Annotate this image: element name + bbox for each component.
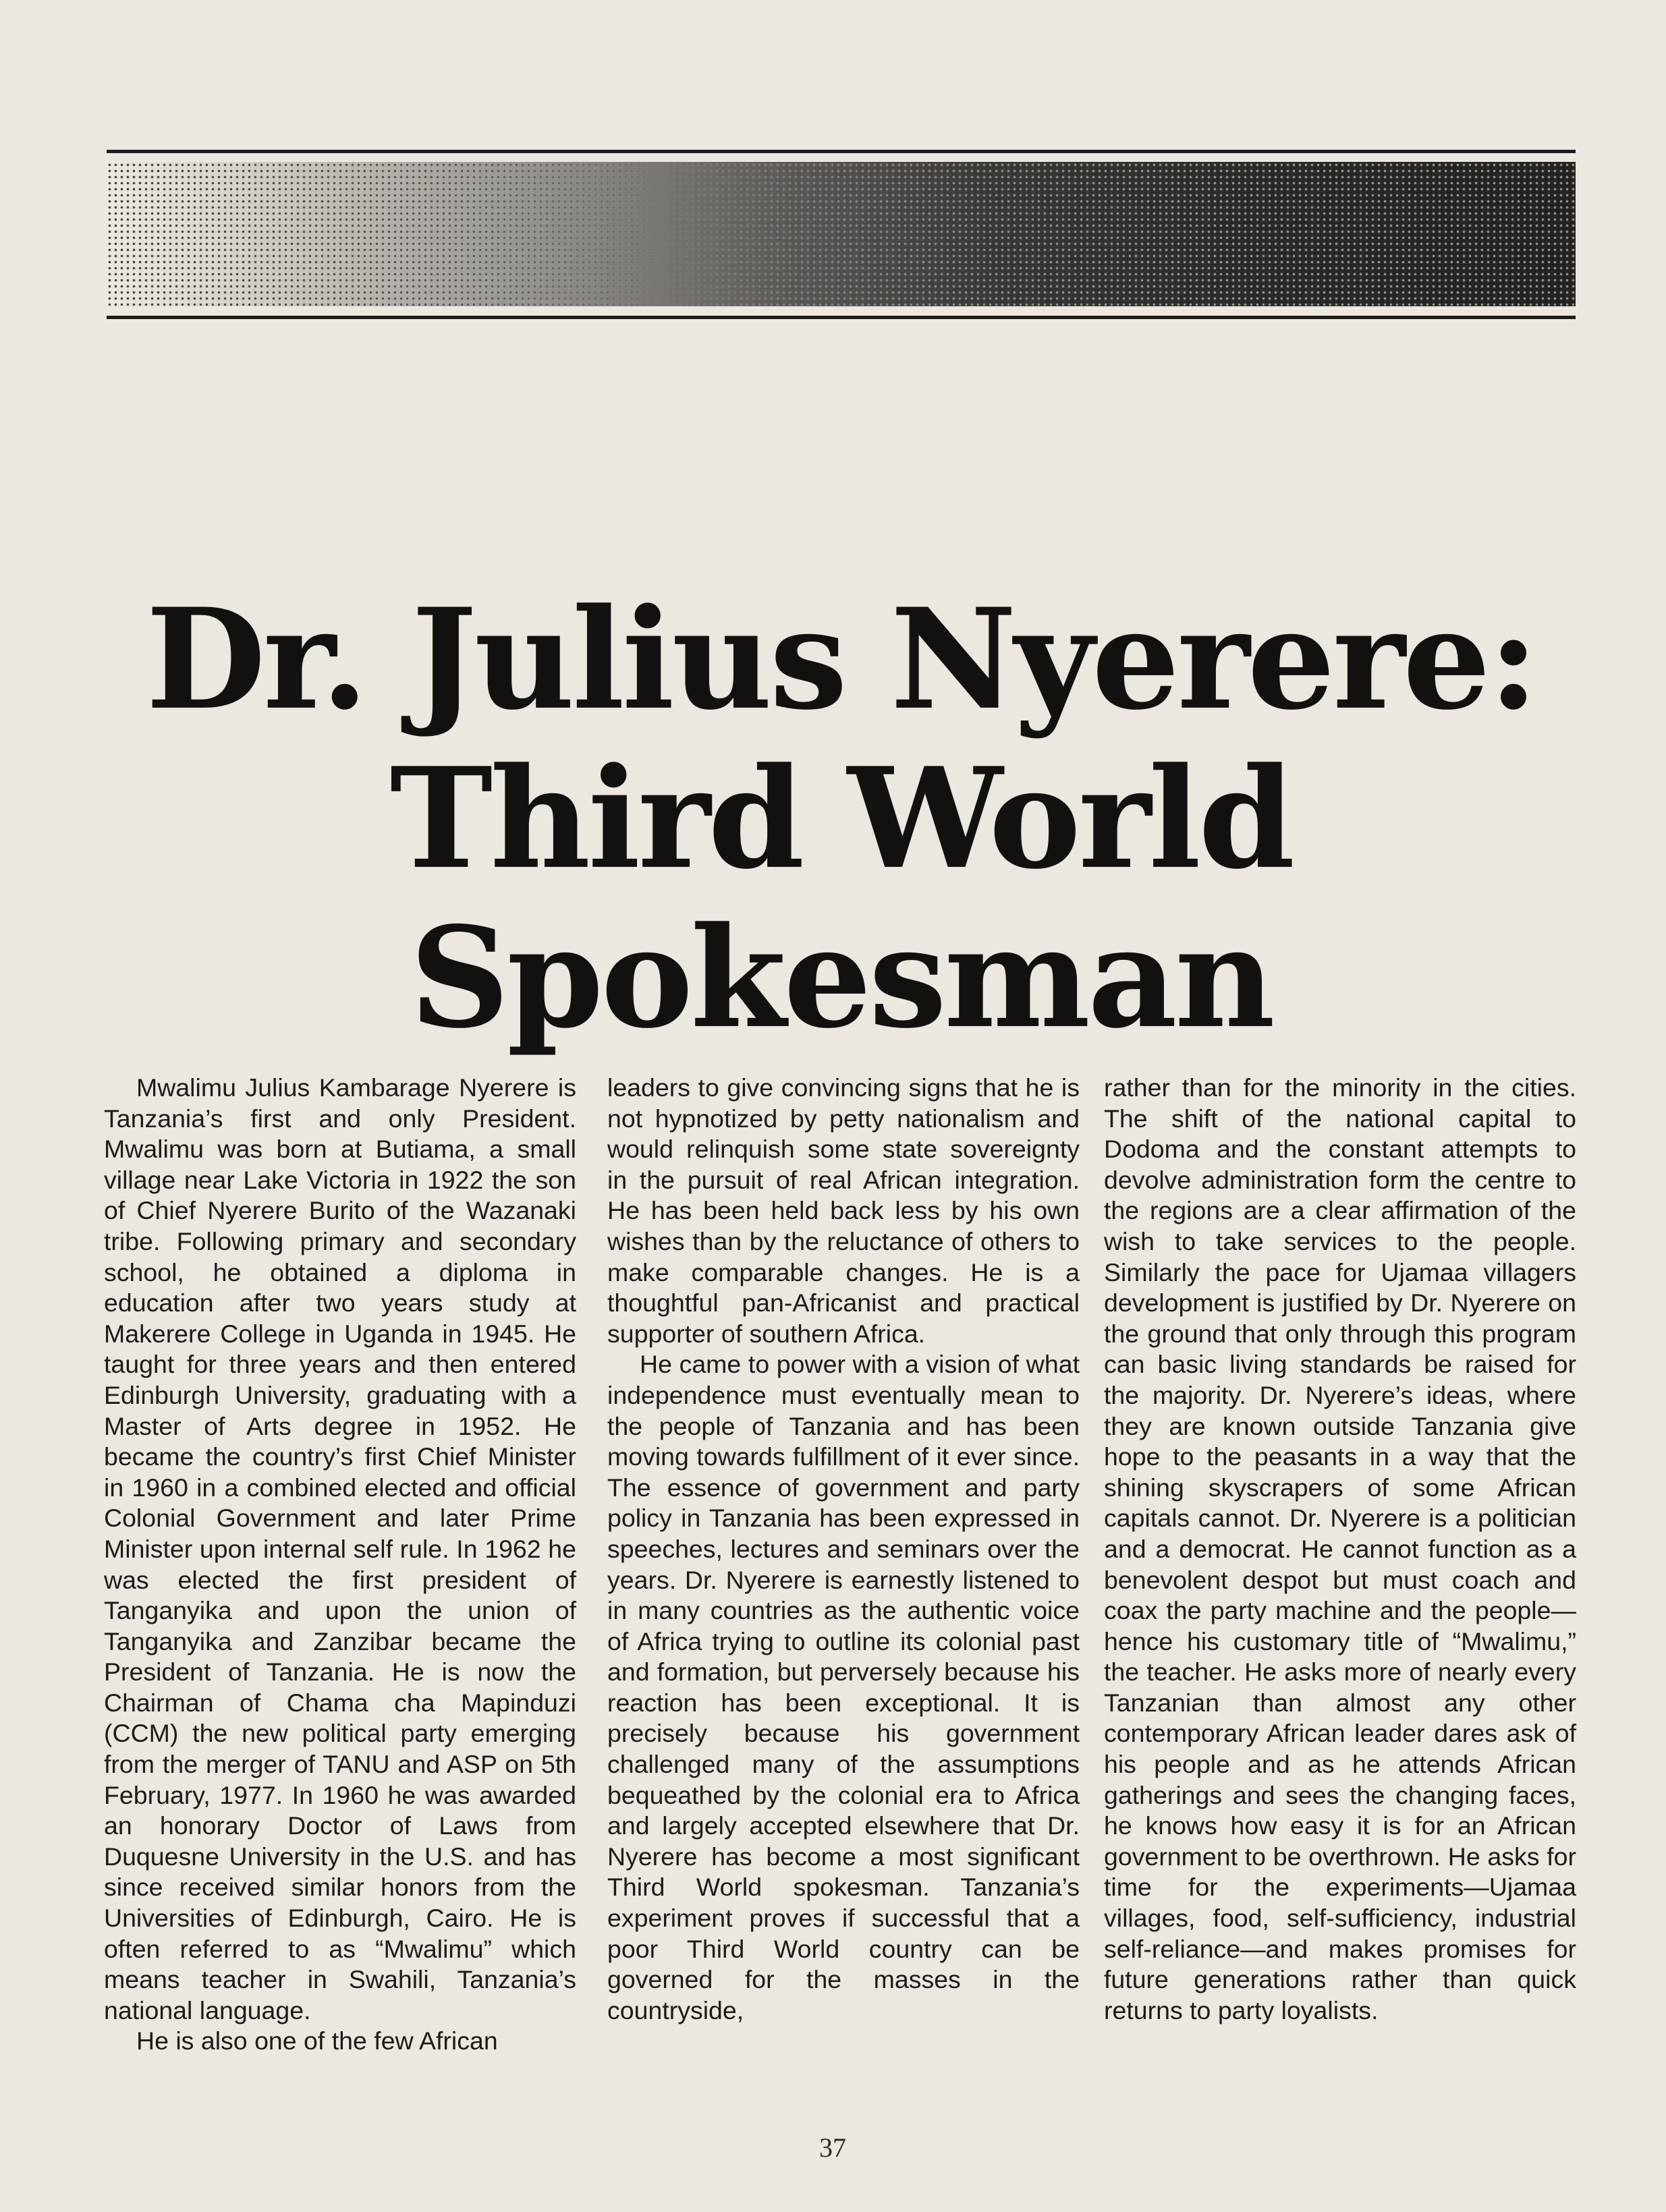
article-title: [107, 580, 1576, 1058]
title-line-1: Dr. Julius Nyerere:: [146, 579, 1536, 741]
banner-bottom-rule: [107, 316, 1576, 319]
article-column-3: [1104, 1073, 1576, 2026]
title-line-2: Third World: [389, 738, 1293, 900]
paragraph: He is also one of the few African: [136, 2026, 498, 2055]
paragraph: Mwalimu Julius Kambarage Nyerere is Tanzania’s first and only President. Mwalimu was born at Butiama, a small village near Lake Victoria in 1922 the son of Chief Nyerere Burito of the Wazanaki tribe. Following primary and secondary school, he obtained a diploma in education after two years study at Makerere College in Uganda in 1945. He taught for three years and then entered Edinburgh University, graduating with a Master of Arts degree in 1952. He became the country’s first Chief Minister in 1960 in a combined elected and official Colonial Government and later Prime Minister upon internal self rule. In 1962 he was elected the first president of Tanganyika and upon the union of Tanganyika and Zanzibar became the President of Tanzania. He is now the Chairman of Chama cha Mapinduzi (CCM) the new political party emerging from the merger of TANU and ASP on 5th February, 1977. In 1960 he was awarded an honorary Doctor of Laws from Duquesne University in the U.S. and has since received similar honors from the Universities of Edinburgh, Cairo. He is often referred to as “Mwalimu” which means teacher in Swahili, Tanzania’s national language.: [104, 1073, 576, 2024]
article-column-2: [607, 1073, 1080, 2026]
title-line-3: Spokesman: [410, 897, 1273, 1059]
paragraph: leaders to give convincing signs that he is not hypnotized by petty nationalism and would relinquish some state sovereignty in the pursuit of real African integration. He has been held back less by his own wishes than by the reluctance of others to make comparable changes. He is a thoughtful pan-Africanist and practical supporter of southern Africa.: [607, 1073, 1080, 1348]
halftone-dot-pattern: [107, 162, 1576, 306]
paragraph: He came to power with a vision of what independence must eventually mean to the people of Tanzania and has been moving towards fulfillment of it ever since. The essence of government and party policy in Tanzania has been expressed in speeches, lectures and seminars over the years. Dr. Nyerere is earnestly listened to in many countries as the authentic voice of Africa trying to outline its colonial past and formation, but perversely because his reaction has been exceptional. It is precisely because his government challenged many of the assumptions bequeathed by the colonial era to Africa and largely accepted elsewhere that Dr. Nyerere has become a most significant Third World spokesman. Tanzania’s experiment proves if successful that a poor Third World country can be governed for the masses in the countryside,: [607, 1350, 1080, 2024]
top-rule: [107, 150, 1576, 153]
page-number: 37: [819, 2132, 846, 2163]
paragraph: rather than for the minority in the cities. The shift of the national capital to Dodoma and the constant attempts to devolve administration form the centre to the regions are a clear affirmation of the wish to take services to the people. Similarly the pace for Ujamaa villagers development is justified by Dr. Nyerere on the ground that only through this program can basic living standards be raised for the majority. Dr. Nyerere’s ideas, where they are known outside Tanzania give hope to the peasants in a way that the shining skyscrapers of some African capitals cannot. Dr. Nyerere is a politician and a democrat. He cannot function as a benevolent despot but must coach and coax the party machine and the people—hence his customary title of “Mwalimu,” the teacher. He asks more of nearly every Tanzanian than almost any other contemporary African leader dares ask of his people and as he attends African gatherings and sees the changing faces, he knows how easy it is for an African government to be overthrown. He asks for time for the experiments—Ujamaa villages, food, self-sufficiency, industrial self-reliance—and makes promises for future generations rather than quick returns to party loyalists.: [1104, 1073, 1576, 2024]
article-column-1: [104, 1073, 576, 2057]
